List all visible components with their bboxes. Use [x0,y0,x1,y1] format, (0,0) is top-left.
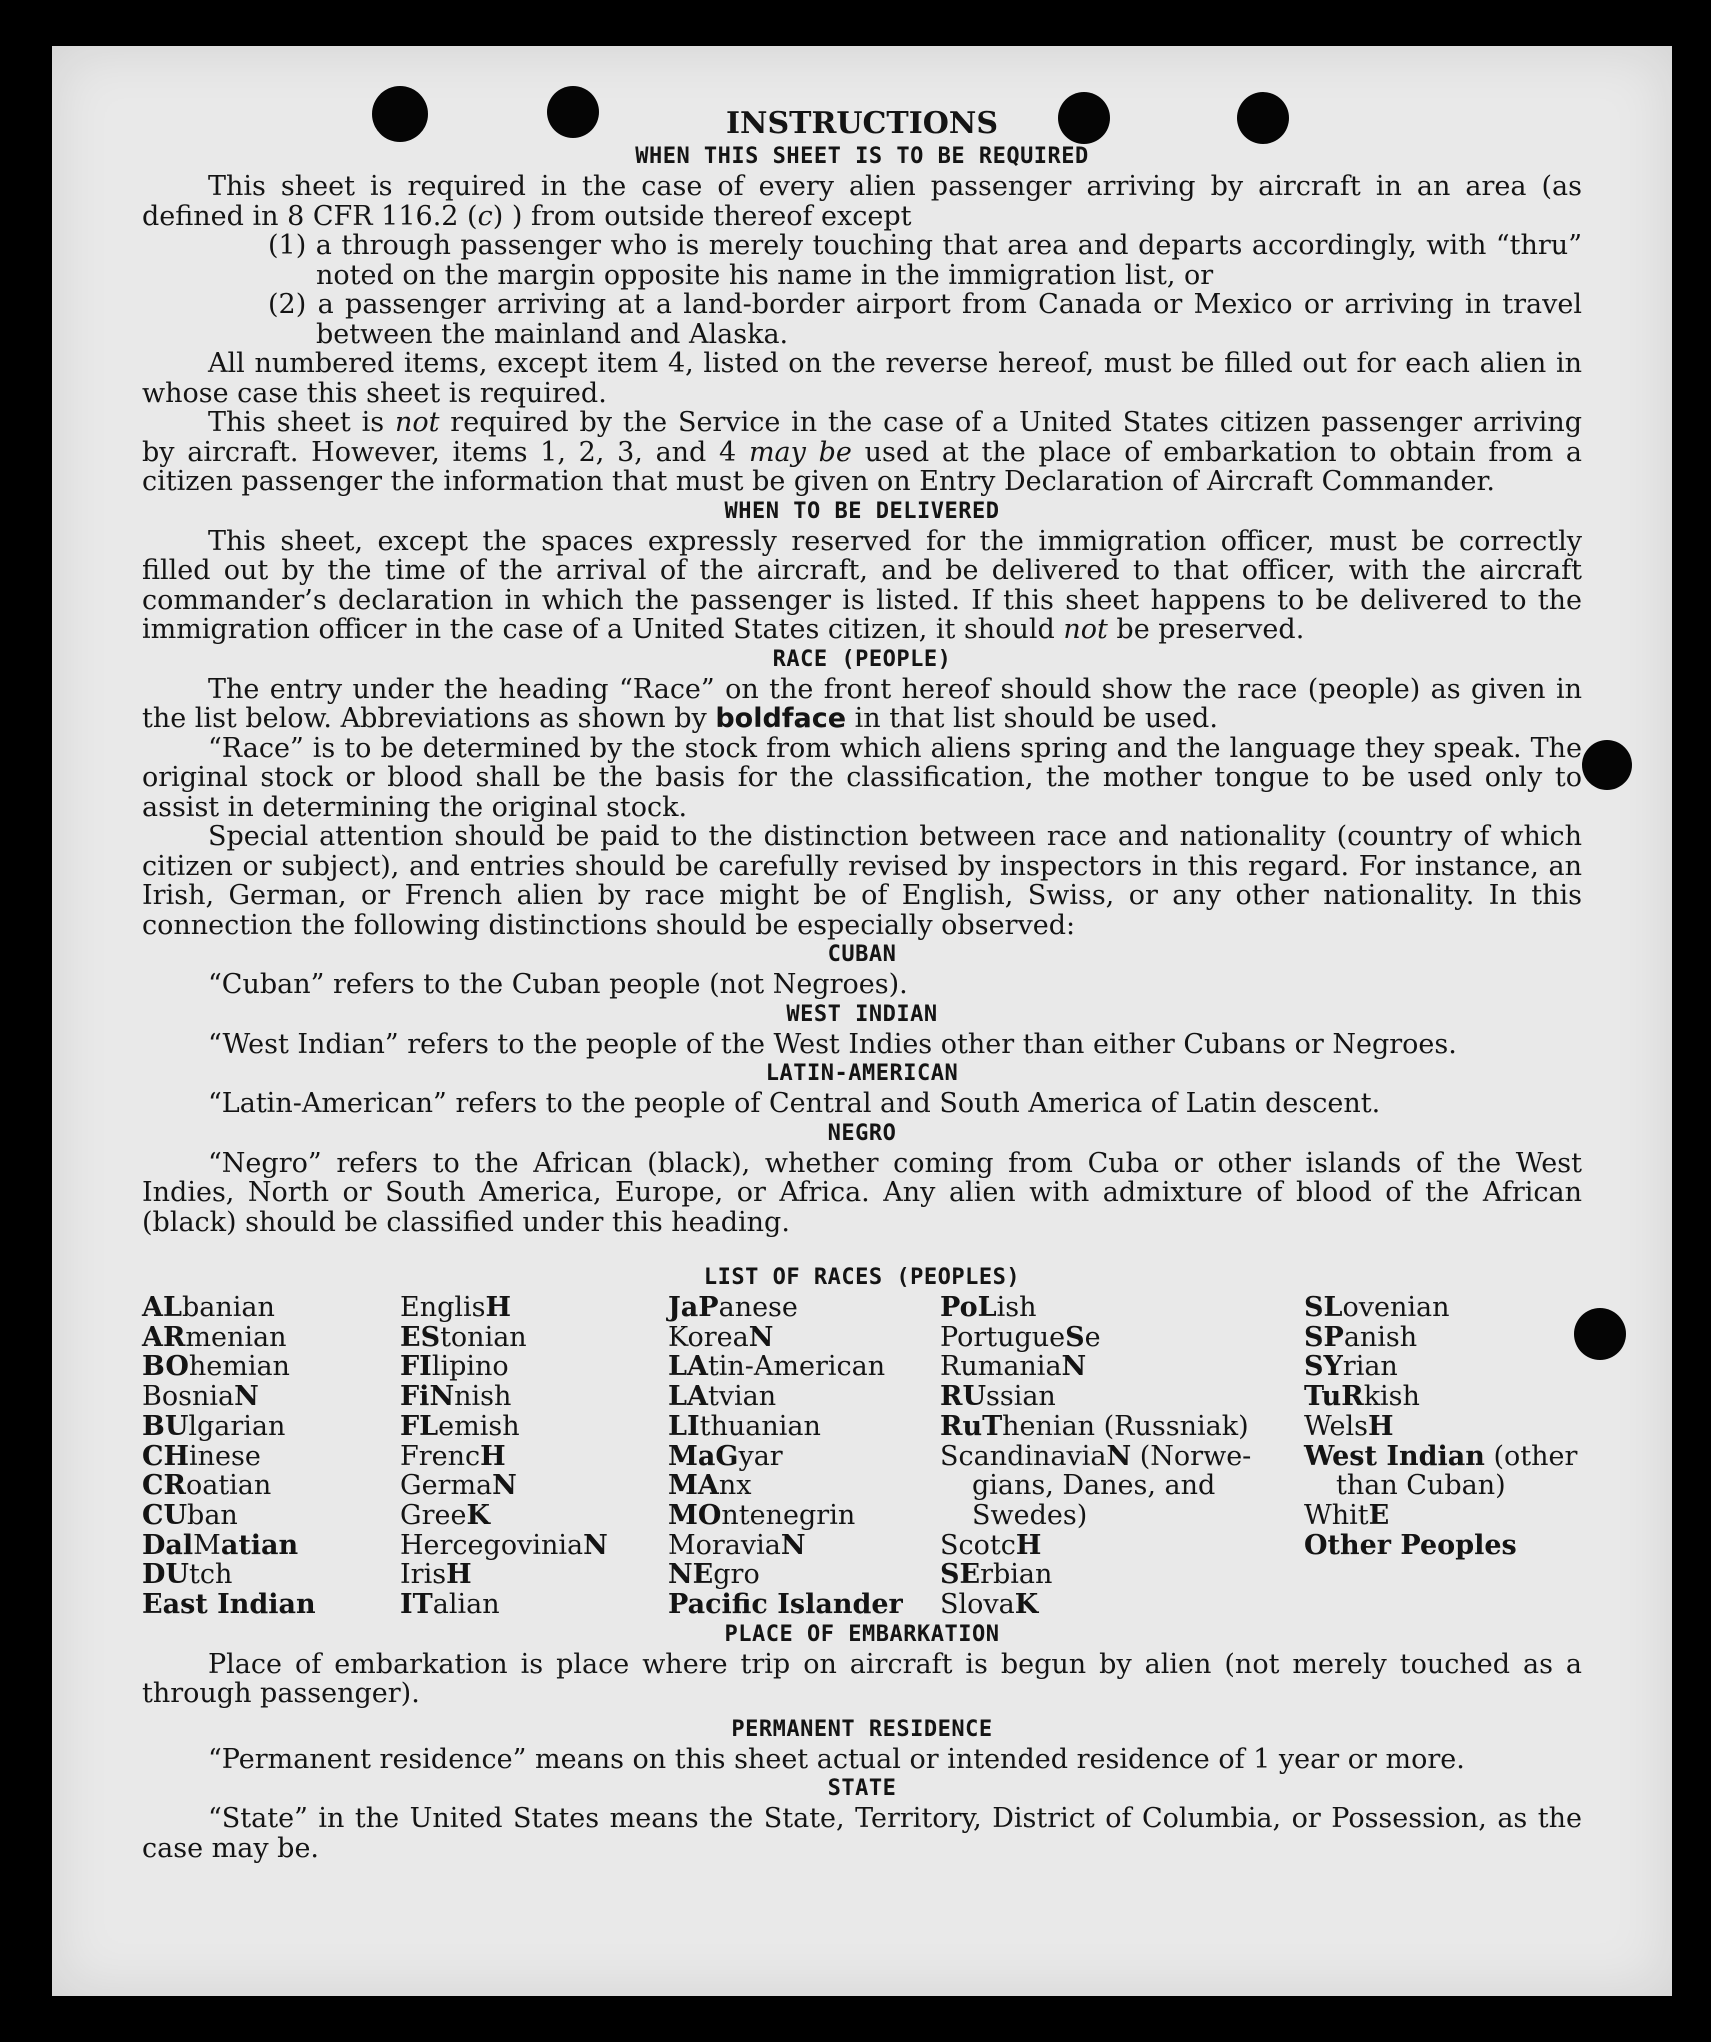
race-text: ovenian [1342,1292,1450,1323]
race-abbrev: N [583,1529,608,1561]
race-abbrev: H [480,1440,506,1472]
document-sheet [52,46,1672,1996]
race-text: Germa [400,1470,493,1502]
paragraph-intro: This sheet is required in the case of every alien passenger arriving by aircraft in an area (as defined in 8 CFR 116.2 (c) ) from outside thereof except [142,171,1582,232]
race-entry [142,1293,400,1323]
race-entry [142,1590,400,1620]
race-entry [400,1590,668,1620]
race-abbrev: LI [668,1410,700,1442]
race-abbrev: IT [400,1589,433,1621]
race-text: Frenc [400,1440,481,1472]
race-text: Scotc [940,1529,1016,1561]
race-abbrev: N [748,1321,774,1353]
race-column [940,1293,1304,1620]
section-heading-cuban: CUBAN [827,942,897,967]
race-entry [400,1412,668,1442]
race-entry [940,1531,1304,1561]
race-abbrev: LA [668,1351,708,1383]
race-entry [1304,1412,1582,1442]
race-text: henian (Russniak) [1002,1410,1249,1442]
race-text: Scandinavia [940,1440,1107,1472]
race-text: tin-American [707,1351,886,1383]
race-entry [940,1412,1304,1442]
race-abbrev: FI [400,1351,432,1383]
race-abbrev: AL [142,1292,182,1323]
race-entry [142,1352,400,1382]
paragraph-delivered: This sheet, except the spaces expressly reserved for the immigration officer, must be correctly filled out by the time of the arrival of the aircraft, and be delivered to that officer, with the aircraft commander’s declaration in which the passenger is listed. If this sheet happens to be delivered to the immigration officer in the case of a United States citizen, it should not be preserved. [142,525,1582,645]
race-abbrev: LA [668,1381,708,1413]
paragraph-numbered-items: All numbered items, except item 4, listed on the reverse hereof, must be filled out for each alien in whose case this sheet is required. [142,348,1582,409]
race-text: M [193,1529,221,1561]
race-entry [400,1442,668,1472]
race-text: Iris [400,1559,447,1591]
race-abbrev: RU [940,1381,986,1413]
race-text: Moravia [668,1529,781,1561]
race-text: gians, Danes, and [972,1470,1216,1502]
race-abbrev: N [1106,1440,1132,1472]
race-column [400,1293,668,1620]
race-abbrev: RuT [940,1410,1003,1442]
race-entry [668,1442,940,1472]
race-abbrev: H [1368,1410,1394,1442]
section-heading-embarkation: PLACE OF EMBARKATION [724,1621,1000,1647]
race-abbrev: AR [142,1321,186,1353]
race-entry [400,1501,668,1531]
race-text: yar [738,1440,783,1472]
race-entry [668,1412,940,1442]
race-text: (Norwe- [1131,1440,1252,1472]
race-abbrev: West Indian [1304,1440,1485,1472]
race-entry [940,1442,1304,1472]
race-abbrev: SE [940,1559,981,1591]
race-text: anese [718,1292,798,1323]
race-abbrev: ES [400,1321,441,1353]
race-abbrev: Fi [400,1381,430,1413]
race-text: ish [996,1292,1037,1323]
race-entry [668,1531,940,1561]
race-text: ssian [985,1381,1056,1413]
race-entry [142,1560,400,1590]
race-text: lgarian [188,1410,286,1442]
race-text: Englis [400,1292,486,1323]
section-heading-state: STATE [827,1776,897,1802]
race-abbrev: E [1368,1499,1390,1531]
section-heading-when-required: WHEN THIS SHEET IS TO BE REQUIRED [635,144,1089,169]
race-text: rbian [980,1559,1053,1591]
race-entry [400,1471,668,1501]
race-text: ntenegrin [721,1499,856,1531]
race-entry [940,1293,1304,1323]
race-entry [668,1323,940,1353]
race-entry [1304,1293,1582,1323]
race-entry [668,1382,940,1412]
race-text: Hercegovinia [400,1529,584,1561]
race-entry [668,1352,940,1382]
paragraph-race-1: The entry under the heading “Race” on the front hereof should show the race (people) as given in the list below. Abbreviations as shown by boldface in that list should be used. [142,673,1582,734]
race-entry [1304,1531,1582,1561]
race-abbrev: H [1015,1529,1042,1561]
race-abbrev: CH [142,1440,189,1472]
race-text: than Cuban) [1336,1470,1506,1502]
race-entry [142,1471,400,1501]
punch-hole [1582,740,1632,790]
paragraph-latin-american: “Latin-American” refers to the people of Central and South America of Latin descent. [208,1088,1381,1119]
section-heading-residence: PERMANENT RESIDENCE [731,1716,993,1742]
race-entry [668,1590,940,1620]
race-text: Korea [668,1321,749,1353]
race-text: ban [187,1499,238,1531]
race-abbrev: atian [220,1529,299,1561]
race-entry [400,1323,668,1353]
paragraph-cuban: “Cuban” refers to the Cuban people (not Negroes). [208,969,908,1000]
paragraph-residence: “Permanent residence” means on this sheet actual or intended residence of 1 year or more. [208,1743,1465,1775]
race-entry [400,1531,668,1561]
race-entry [940,1590,1304,1620]
race-abbrev: NE [668,1559,714,1591]
race-entry [400,1352,668,1382]
race-text: emish [438,1410,520,1442]
race-entry [1304,1382,1582,1412]
race-entry [400,1382,668,1412]
race-abbrev: K [466,1499,490,1531]
race-entry [1304,1352,1582,1382]
race-abbrev: G [715,1440,739,1472]
paragraph-negro: “Negro” refers to the African (black), whether coming from Cuba or other islands of the West Indies, North or South America, Europe, or Africa. Any alien with admixture of blood of the African (black) should be classified under this heading. [142,1147,1582,1238]
race-entry [940,1471,1304,1501]
race-text: Rumania [940,1351,1062,1383]
race-abbrev: BO [142,1351,189,1383]
race-text: nish [454,1381,512,1413]
race-abbrev: N [780,1529,806,1561]
race-entry [142,1323,400,1353]
race-abbrev: SY [1304,1351,1343,1383]
paragraph-state: “State” in the United States means the State, Territory, District of Columbia, or Possession, as the case may be. [142,1803,1582,1864]
race-text: thuanian [699,1410,821,1442]
section-heading-west-indian: WEST INDIAN [786,1001,938,1027]
race-text: e [1084,1321,1101,1353]
race-entry [1304,1442,1582,1472]
race-abbrev: S [1065,1321,1085,1353]
section-heading-when-delivered: WHEN TO BE DELIVERED [724,498,1000,524]
race-entry [668,1293,940,1323]
race-entry [142,1382,400,1412]
race-entry [1304,1471,1582,1501]
race-entry [142,1412,400,1442]
race-entry [142,1442,400,1472]
paragraph-embarkation: Place of embarkation is place where trip on aircraft is begun by alien (not merely touched as a through passenger). [142,1648,1582,1710]
race-abbrev: Ja [668,1292,699,1323]
exception-item-2: (2) a passenger arriving at a land-border airport from Canada or Mexico or arriving in travel between the mainland and Alaska. [268,289,1582,350]
race-text: rian [1342,1351,1398,1383]
race-column [142,1293,400,1620]
race-entry [400,1560,668,1590]
race-text: Whit [1304,1499,1369,1531]
race-entry [142,1501,400,1531]
race-text: anish [1343,1321,1418,1353]
race-abbrev: MO [668,1499,722,1531]
race-column [1304,1293,1582,1620]
race-abbrev: BU [142,1410,189,1442]
section-heading-negro: NEGRO [827,1120,897,1146]
race-text: tch [188,1559,233,1591]
race-abbrev: Dal [142,1529,194,1561]
section-heading-latin-american: LATIN-AMERICAN [765,1061,959,1086]
race-entry [940,1352,1304,1382]
race-abbrev: Pacific Islander [668,1589,903,1621]
race-abbrev: CU [142,1499,188,1531]
paragraph-citizen: This sheet is not required by the Service in the case of a United States citizen passenger arriving by aircraft. However, items 1, 2, 3, and 4 may be used at the place of embarkation to obtain from a citizen passenger the information that must be given on Entry Declaration of Aircraft Commander. [142,407,1582,497]
section-heading-race: RACE (PEOPLE) [772,646,952,672]
paragraph-race-2: “Race” is to be determined by the stock from which aliens spring and the language they speak. The original stock or blood shall be the basis for the classification, the mother tongue to be used only to assist in determining the original stock. [142,732,1582,823]
race-entry [668,1560,940,1590]
race-text: banian [181,1292,275,1323]
race-text: Slova [940,1589,1015,1621]
section-heading-list-of-races: LIST OF RACES (PEOPLES) [703,1265,1021,1290]
race-abbrev: N [234,1381,259,1413]
race-abbrev: K [1014,1589,1039,1621]
race-column [668,1293,940,1620]
race-abbrev: P [698,1292,719,1323]
race-entry [668,1471,940,1501]
race-text: Portugue [940,1321,1066,1353]
race-text: Bosnia [142,1381,235,1413]
race-text: gro [713,1559,760,1591]
race-text: nx [718,1470,752,1502]
race-text: inese [189,1440,261,1472]
race-entry [940,1382,1304,1412]
race-abbrev: TuR [1304,1381,1364,1413]
paragraph-race-3: Special attention should be paid to the distinction between race and nationality (country of which citizen or subject), and entries should be carefully revised by inspectors in this regard. For instance, an Irish, German, or French alien by race might be of English, Swiss, or any other nationality. In this connection the following distinctions should be especially observed: [142,821,1582,941]
race-abbrev: PoL [940,1292,997,1323]
race-abbrev: N [492,1470,517,1502]
race-abbrev: Ma [668,1440,716,1472]
race-abbrev: SP [1304,1321,1344,1353]
race-text: menian [185,1321,287,1353]
race-abbrev: FL [400,1410,439,1442]
race-text: (other [1484,1440,1578,1472]
race-entry [142,1531,400,1561]
race-text: tvian [707,1381,777,1413]
exception-item-1: (1) a through passenger who is merely touching that area and departs accordingly, with “thru” noted on the margin opposite his name in the immigration list, or [268,230,1582,291]
race-abbrev: DU [142,1559,189,1591]
race-list [142,1293,1582,1620]
race-entry [1304,1501,1582,1531]
race-abbrev: H [446,1559,472,1591]
race-abbrev: East Indian [142,1589,316,1621]
race-text: Gree [400,1499,467,1531]
paragraph-west-indian: “West Indian” refers to the people of the West Indies other than either Cubans or Negroes. [208,1028,1457,1060]
race-text: alian [432,1589,500,1621]
race-text: lipino [431,1351,509,1383]
race-text: Swedes) [972,1499,1088,1531]
race-abbrev: SL [1304,1292,1343,1323]
race-abbrev: N [429,1381,455,1413]
race-entry [940,1560,1304,1590]
race-entry [940,1501,1304,1531]
race-text: Wels [1304,1410,1369,1442]
instructions-content [142,106,1582,1863]
race-text: kish [1363,1381,1420,1413]
race-entry [1304,1323,1582,1353]
race-abbrev: H [485,1292,512,1323]
race-entry [668,1501,940,1531]
page-title: INSTRUCTIONS [726,106,998,141]
race-entry [400,1293,668,1323]
race-entry [940,1323,1304,1353]
race-abbrev: MA [668,1470,719,1502]
race-text: hemian [188,1351,290,1383]
race-abbrev: Other Peoples [1304,1529,1517,1561]
race-text: tonian [440,1321,527,1353]
race-text: oatian [185,1470,272,1502]
race-abbrev: CR [142,1470,186,1502]
race-abbrev: N [1061,1351,1087,1383]
